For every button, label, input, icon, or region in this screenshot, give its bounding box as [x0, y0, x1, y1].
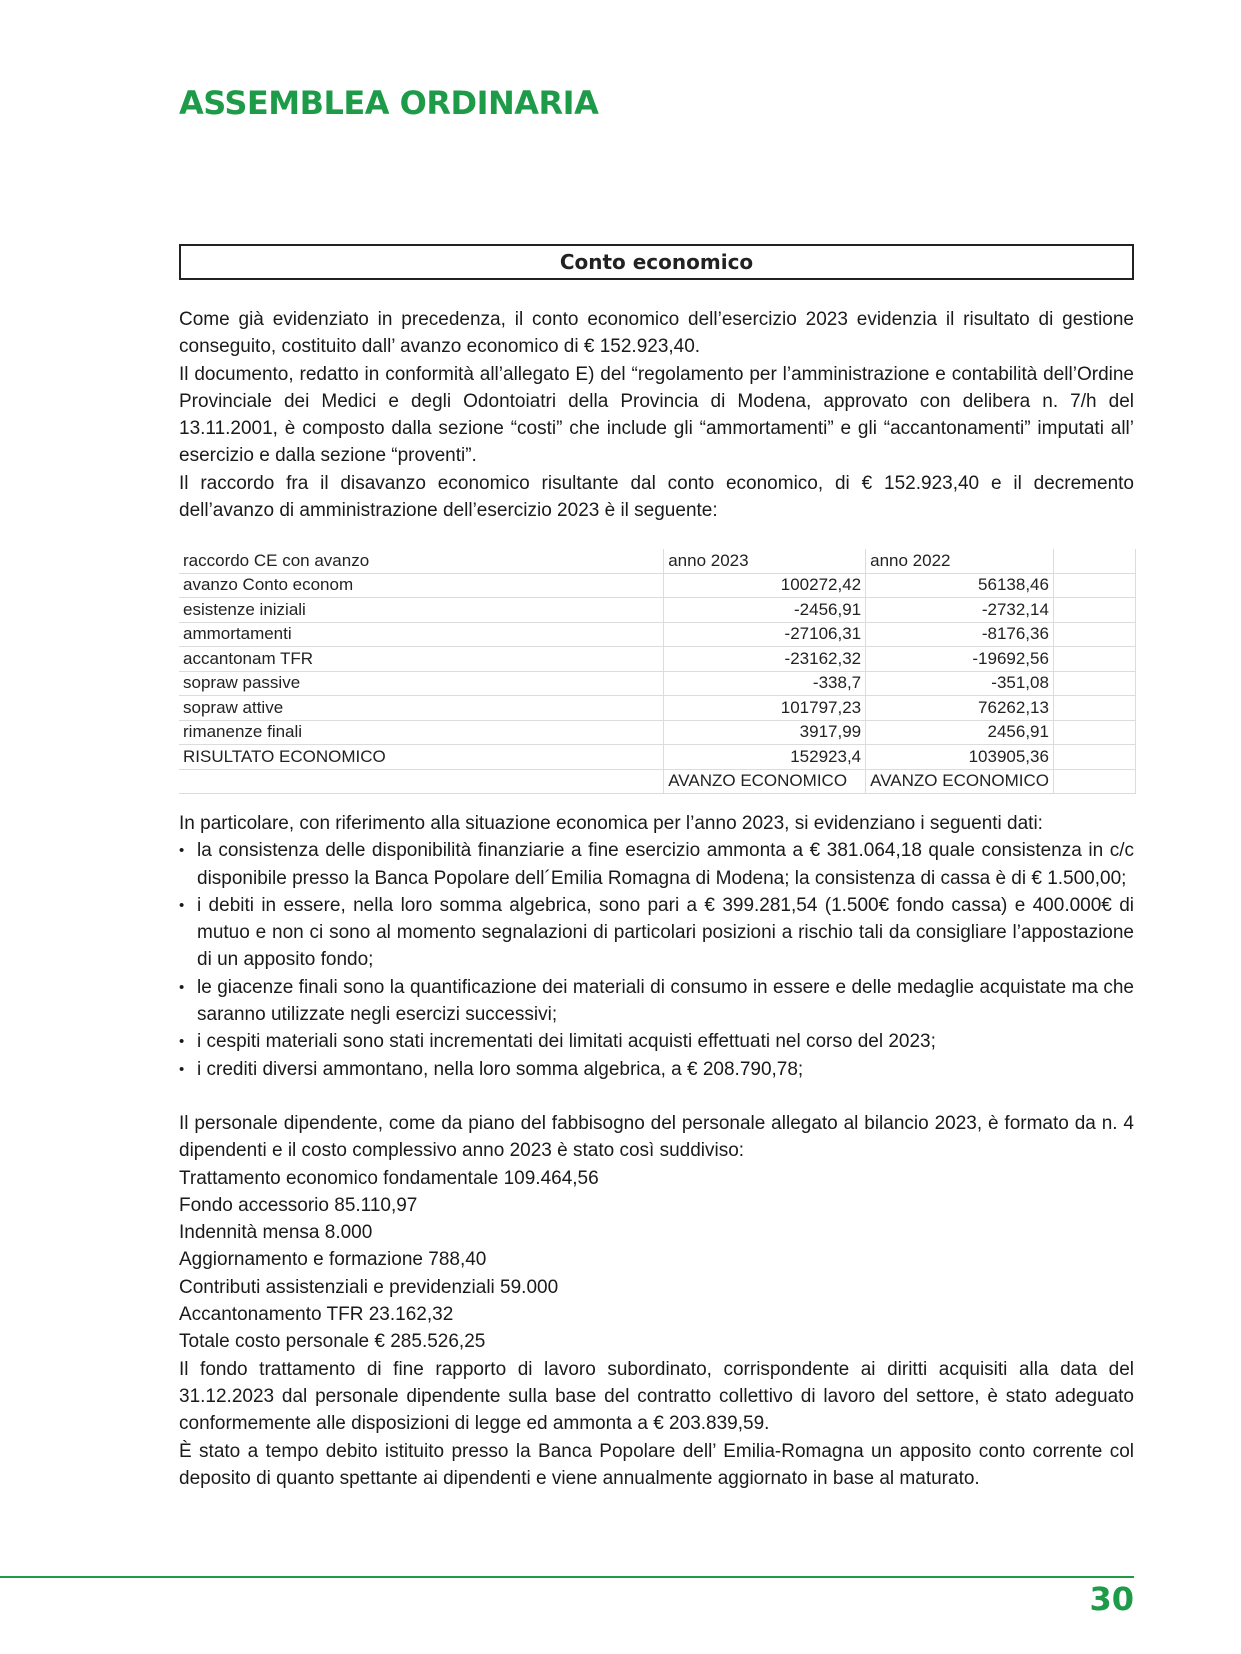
table-row [179, 598, 1136, 623]
table-cell-label: sopraw passive [179, 671, 664, 696]
table-cell-value: -338,7 [664, 671, 866, 696]
table-empty-cell [1053, 622, 1135, 647]
table-empty-cell [1053, 549, 1135, 573]
particolare-list [179, 837, 1134, 1083]
table-footer-row [179, 769, 1136, 794]
table-row [179, 622, 1136, 647]
table-cell-label: avanzo Conto econom [179, 573, 664, 598]
personale-section [179, 1110, 1134, 1492]
tfr-paragraph: Il fondo trattamento di fine rapporto di lavoro subordinato, corrispondente ai diritti acquisiti alla data del 31.12.2023 dal personale dipendente sulla base del contratto collettivo di lavoro del settore, è stato adeguato conformemente alle disposizioni di legge ed ammonta a € 203.839,59. [179, 1358, 1134, 1435]
table-header-row [179, 549, 1136, 573]
personale-intro: Il personale dipendente, come da piano del fabbisogno del personale allegato al bilancio 2023, è formato da n. 4 dipendenti e il costo complessivo anno 2023 è stato così suddiviso: [179, 1113, 1134, 1162]
table-empty-cell [1053, 696, 1135, 721]
table-row [179, 647, 1136, 672]
table-cell-value: 103905,36 [866, 745, 1054, 770]
table-empty-cell [1053, 745, 1135, 770]
table-cell-label: rimanenze finali [179, 720, 664, 745]
particolare-section [179, 810, 1134, 1083]
table-empty-cell [1053, 769, 1135, 794]
list-item: • i cespiti materiali sono stati incrementati dei limitati acquisti effettuati nel corso del 2023; [179, 1028, 1134, 1055]
list-item: • le giacenze finali sono la quantificazione dei materiali di consumo in essere e delle medaglie acquistate ma che saranno utilizzate negli esercizi successivi; [179, 974, 1134, 1029]
table-row [179, 720, 1136, 745]
page-number: 30 [1089, 1580, 1134, 1618]
table-cell-label: sopraw attive [179, 696, 664, 721]
page-heading: ASSEMBLEA ORDINARIA [179, 84, 599, 122]
intro-text [179, 306, 1134, 524]
table-empty-cell [1053, 647, 1135, 672]
table-cell-value: 2456,91 [866, 720, 1054, 745]
list-item: • i debiti in essere, nella loro somma algebrica, sono pari a € 399.281,54 (1.500€ fondo cassa) e 400.000€ di mutuo e non ci sono al momento segnalazioni di particolari posizioni a rischio tali da consigliare l’appostazione di un apposito fondo; [179, 892, 1134, 974]
table-footer-cell: AVANZO ECONOMICO [664, 769, 866, 794]
table-cell-value: 56138,46 [866, 573, 1054, 598]
table-empty-cell [1053, 671, 1135, 696]
table-header-cell: raccordo CE con avanzo [179, 549, 664, 573]
table-empty-cell [1053, 720, 1135, 745]
table-footer-cell: AVANZO ECONOMICO [866, 769, 1054, 794]
intro-paragraph: Il documento, redatto in conformità all’allegato E) del “regolamento per l’amministrazione e contabilità dell’Ordine Provinciale dei Medici e degli Odontoiatri della Provincia di Modena, approvato con delibera n. 7/h del 13.11.2001, è composto dalla sezione “costi” che include gli “ammortamenti” e gli “accantonamenti” imputati all’ esercizio e dalla sezione “proventi”. [179, 363, 1134, 467]
table-cell-value: 3917,99 [664, 720, 866, 745]
cost-line: Fondo accessorio 85.110,97 [179, 1194, 418, 1216]
table-cell-value: -23162,32 [664, 647, 866, 672]
section-title: Conto economico [559, 250, 754, 274]
table-cell-label: RISULTATO ECONOMICO [179, 745, 664, 770]
list-item: • i crediti diversi ammontano, nella loro somma algebrica, a € 208.790,78; [179, 1056, 1134, 1083]
table-cell-value: 100272,42 [664, 573, 866, 598]
section-title-box [179, 244, 1134, 280]
conto-paragraph: È stato a tempo debito istituito presso la Banca Popolare dell’ Emilia-Romagna un apposito conto corrente col deposito di quanto spettante ai dipendenti e viene annualmente aggiornato in base al maturato. [179, 1440, 1134, 1489]
table-row [179, 671, 1136, 696]
table-header-cell: anno 2022 [866, 549, 1054, 573]
table-row [179, 745, 1136, 770]
table-cell-label: ammortamenti [179, 622, 664, 647]
cost-line: Aggiornamento e formazione 788,40 [179, 1249, 487, 1271]
list-item: • la consistenza delle disponibilità finanziarie a fine esercizio ammonta a € 381.064,18 quale consistenza in c/c disponibile presso la Banca Popolare dell´Emilia Romagna di Modena; la consistenza di cassa è di € 1.500,00; [179, 837, 1134, 892]
footer-rule [0, 1576, 1134, 1578]
intro-paragraph: Il raccordo fra il disavanzo economico risultante dal conto economico, di € 152.923,40 e il decremento dell’avanzo di amministrazione dell’esercizio 2023 è il seguente: [179, 472, 1134, 522]
particolare-lead: In particolare, con riferimento alla situazione economica per l’anno 2023, si evidenziano i seguenti dati: [179, 813, 1043, 834]
table-cell-value: 152923,4 [664, 745, 866, 770]
table-cell-value: -19692,56 [866, 647, 1054, 672]
table-cell-label: accantonam TFR [179, 647, 664, 672]
cost-line-total: Totale costo personale € 285.526,25 [179, 1331, 486, 1353]
table-row [179, 696, 1136, 721]
table-cell-value: -8176,36 [866, 622, 1054, 647]
cost-line: Indennità mensa 8.000 [179, 1222, 373, 1244]
raccordo-table [179, 549, 1136, 794]
table-empty-cell [179, 769, 664, 794]
table-cell-value: 76262,13 [866, 696, 1054, 721]
intro-paragraph: Come già evidenziato in precedenza, il conto economico dell’esercizio 2023 evidenzia il risultato di gestione conseguito, costituito dall’ avanzo economico di € 152.923,40. [179, 309, 1134, 358]
table-cell-value: -351,08 [866, 671, 1054, 696]
table-cell-value: -27106,31 [664, 622, 866, 647]
cost-line: Contributi assistenziali e previdenziali 59.000 [179, 1276, 559, 1298]
table-header-cell: anno 2023 [664, 549, 866, 573]
cost-line: Accantonamento TFR 23.162,32 [179, 1304, 454, 1326]
table-cell-value: -2456,91 [664, 598, 866, 623]
table-cell-value: 101797,23 [664, 696, 866, 721]
table-row [179, 573, 1136, 598]
table-empty-cell [1053, 573, 1135, 598]
table-cell-label: esistenze iniziali [179, 598, 664, 623]
cost-line: Trattamento economico fondamentale 109.464,56 [179, 1167, 599, 1189]
table-cell-value: -2732,14 [866, 598, 1054, 623]
table-empty-cell [1053, 598, 1135, 623]
